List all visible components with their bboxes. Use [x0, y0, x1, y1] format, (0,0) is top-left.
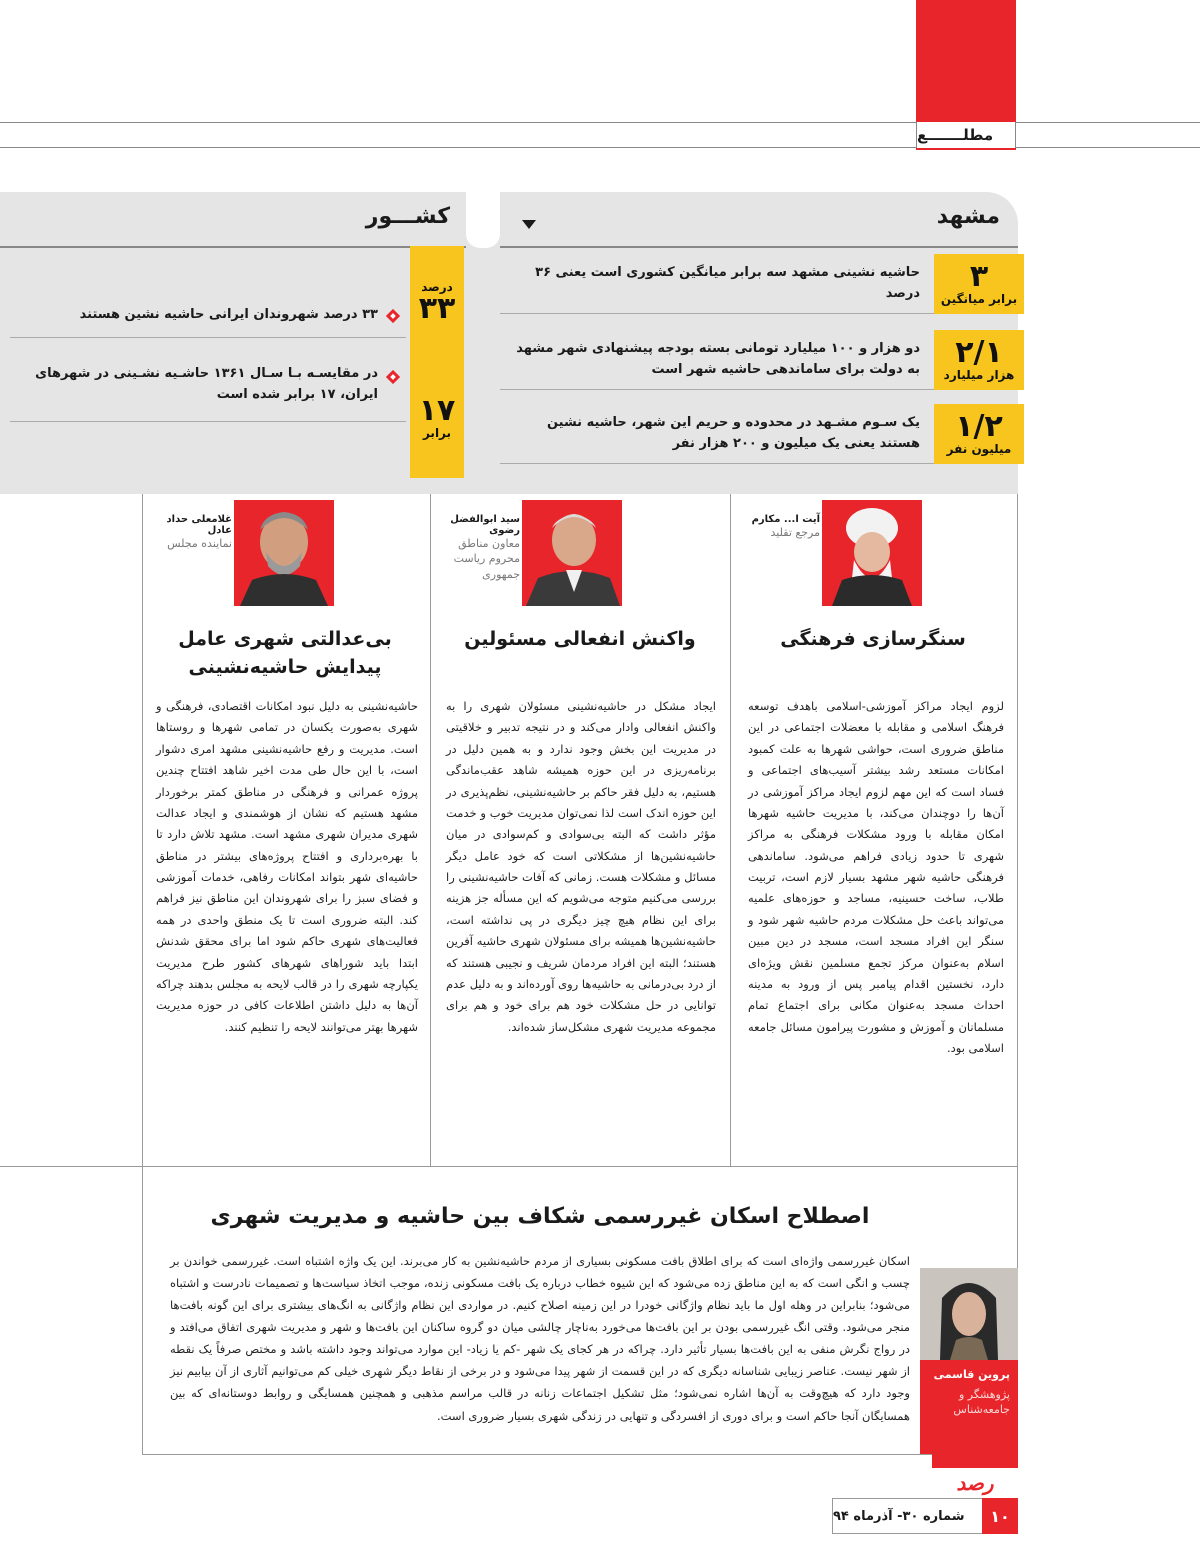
issue-text: شماره ۳۰- آذرماه ۹۴ — [833, 1508, 965, 1524]
person-caption — [736, 514, 820, 540]
stat-number: ۱/۲ — [955, 408, 1003, 444]
portrait-photo — [522, 500, 622, 606]
stat-text: دو هزار و ۱۰۰ میلیارد تومانی بسته بودجه پیشنهادی شهر مشهد به دولت برای ساماندهی حاشیه شهر است — [516, 341, 920, 377]
stat-row — [10, 294, 406, 338]
divider — [0, 246, 466, 248]
stat-unit: میلیون نفر — [946, 441, 1012, 456]
column-divider — [430, 494, 431, 1166]
bullet-diamond-icon — [386, 309, 400, 323]
divider — [500, 246, 1018, 248]
portrait-photo — [822, 500, 922, 606]
author-photo — [920, 1268, 1018, 1360]
person-caption — [146, 514, 232, 551]
stat-number: ۳۳ — [418, 291, 456, 327]
bullet-diamond-icon — [386, 370, 400, 384]
woman-portrait-icon — [920, 1268, 1018, 1360]
stat-row — [500, 330, 934, 390]
stat-badge — [934, 254, 1024, 314]
stat-number: ۲/۱ — [955, 334, 1003, 370]
stat-unit: برابر — [422, 425, 452, 440]
keshvar-title: کشـــور — [365, 204, 450, 229]
dropdown-arrow-icon[interactable] — [522, 220, 536, 229]
stat-text: در مقایسـه بـا سـال ۱۳۶۱ حاشـیه نشـینی در شهرهای ایران، ۱۷ برابر شده است — [35, 366, 378, 402]
person-caption — [432, 514, 520, 582]
header-rule — [0, 122, 1200, 148]
article-body: اسکان غیررسمی واژه‌ای است که برای اطلاق بافت مسکونی بسیاری از مردم حاشیه‌نشین به کار می‌برند. این یک واژه اشتباه است. غیررسمی خواندن بر چسب و انگی است که به این مناطق زده می‌شود که این شیوه خطاب درباره یک بافت مسکونی زنده، موجب اتخاذ سیاست‌ها و تصمیمات نادرست و اشتباه می‌شود؛ بنابراین در وهله اول ما باید نظام واژگانی خودرا در این زمینه اصلاح کنیم. در مواردی این نظام واژگانی به انگ‌های بیشتری برای این گونه بافت‌ها منجر می‌شود. وقتی انگ غیررسمی بودن بر این بافت‌ها می‌خورد به‌ناچار چالشی میان دو گروه ساکنان این بافت‌ها و شهر و مدیریت شهری اتفاق می‌افتد و در رواج نگرش منفی به این بافت‌ها بسیار تأثیر دارد. چراکه در هر کجای یک شهر -کم یا زیاد- این موارد می‌تواند وجود داشته باشد و مختص صرفاً یک نقطه از شهر نیست. عناصر زیبایی شناسانه دیگری که در این قسمت از شهر پیدا می‌شود و در برخی از نقاط دیگر شهری خیلی کم می‌توانیم آثاری از آن بیابیم نیز وجود دارد که هیچ‌وقت به آن‌ها اشاره نمی‌شود؛ مثل تشکیل اجتماعات زنانه در قالب مراسم مذهبی و همچنین همسایگی و روابط دوستانه‌ای که بین همسایگان آنجا حاکم است و برای دوری از افسردگی و تنهایی در زندگی شهری بسیار ضروری است. — [170, 1254, 910, 1423]
mashhad-title: مشهد — [936, 204, 1000, 229]
stat-badge — [410, 246, 464, 358]
column-heading: بی‌عدالتی شهری عامل پیدایش حاشیه‌نشینی — [178, 628, 392, 678]
column-divider — [1017, 494, 1018, 1166]
divider — [142, 1454, 1018, 1455]
column-body: لزوم ایجاد مراکز آموزشی-اسلامی باهدف توسعه فرهنگ اسلامی و مقابله با معضلات اجتماعی در این مناطق ضروری است، حواشی شهرها به علت کمبود امکانات مستعد رشد بیشتر آسیب‌های اجتماعی و فساد است که این مهم لزوم ایجاد مراکز آموزشی در آن‌ها را دوچندان می‌کند، با مدیریت حاشیه شهرها امکان مقابله با ورود مشکلات فرهنگی به مراکز شهری تا حدود زیادی فراهم می‌شود. ساماندهی فرهنگی حاشیه شهر مشهد بسیار لازم است، تربیت طلاب، ساخت حسینیه، مساجد و حوزه‌های علمیه می‌تواند باعث حل مشکلات مردم حاشیه شهر شود و سنگر این افراد مسجد است، مسجد در دین مبین اسلام به‌عنوان مرکز تجمع مسلمین نقش ویژه‌ای دارد، نخستین اقدام پیامبر پس از ورود به مدینه احداث مسجد به‌عنوان مکانی برای اجتماع تمام مسلمانان و آموزش و مشورت پیرامون مسائل جامعه اسلامی بود. — [748, 699, 1004, 1055]
section-tag: مطلـــــــع — [916, 122, 1016, 148]
column-heading: سنگرسازی فرهنگی — [780, 628, 966, 650]
stat-unit: درصد — [421, 279, 453, 294]
stat-text: ۳۳ درصد شهروندان ایرانی حاشیه نشین هستند — [79, 307, 378, 323]
person-name: سید ابوالفضل رضوی — [450, 514, 520, 536]
divider — [0, 1166, 1018, 1167]
stat-row — [10, 364, 406, 422]
stat-row — [500, 254, 934, 314]
portrait-photo — [234, 500, 334, 606]
man-portrait-icon — [234, 500, 334, 606]
person-name: غلامعلی حداد عادل — [166, 514, 232, 536]
stat-text: یک سـوم مشـهد در محدوده و حریم این شهر، حاشیه نشین هستند یعنی یک میلیون و ۲۰۰ هزار نفر — [546, 415, 920, 451]
stat-unit: برابر میانگین — [940, 291, 1018, 306]
stat-number: ۱۷ — [418, 392, 456, 428]
person-name: آیت ا... مکارم — [751, 514, 820, 525]
column-heading: واکنش انفعالی مسئولین — [464, 628, 696, 650]
author-box — [920, 1360, 1018, 1454]
footer-red-strip — [932, 1454, 1018, 1468]
tab-divider — [466, 192, 500, 248]
article-title: اصطلاح اسکان غیررسمی شکاف بین حاشیه و مدیریت شهری — [210, 1204, 870, 1229]
stat-row — [500, 404, 934, 464]
magazine-logo: رصد — [956, 1471, 994, 1495]
column-divider — [142, 494, 143, 1166]
author-name: پروین قاسمی — [933, 1368, 1010, 1381]
stat-number: ۳ — [969, 258, 989, 294]
stat-badge — [934, 404, 1024, 464]
divider — [142, 1166, 143, 1454]
cleric-portrait-icon — [822, 500, 922, 606]
person-role: مرجع تقلید — [770, 526, 820, 539]
author-role: پژوهشگر و جامعه‌شناس — [953, 1388, 1010, 1417]
column-body: ایجاد مشکل در حاشیه‌نشینی مسئولان شهری را به واکنش انفعالی وادار می‌کند و در نتیجه تدبیر و خلاقیتی در مدیریت این بخش وجود ندارد و به همین دلیل در برنامه‌ریزی در این حوزه همیشه شاهد عقب‌ماندگی هستیم، به دلیل فقر حاکم بر حاشیه‌نشینی، نظم‌پذیری در این حوزه اندک است لذا نمی‌توان مدیریت خوب و خدمت مؤثر داشت که البته بی‌سوادی و کم‌سوادی در میان حاشیه‌نشین‌ها از مشکلاتی است که خود عامل دیگر مسائل و مشکلات هست. زمانی که آفات حاشیه‌نشینی را بررسی می‌کنیم متوجه می‌شویم که این مسأله جز هزینه برای این نظام هیچ چیز دیگری در پی نداشته است، حاشیه‌نشین‌ها همیشه برای مسئولان شهری حاشیه آفرین هستند؛ البته این افراد مردمان شریف و نجیبی هستند که از درد بی‌درمانی به حاشیه‌ها روی آورده‌اند و به دلیل عدم توانایی در حل مشکلات خود هم برای خود و هم برای مجموعه مدیریت شهری مشکل‌ساز شده‌اند. — [446, 699, 716, 1034]
person-role: معاون مناطق محروم ریاست جمهوری — [453, 537, 520, 581]
stat-text: حاشیه نشینی مشهد سه برابر میانگین کشوری است یعنی ۳۶ درصد — [535, 265, 920, 301]
stat-unit: هزار میلیارد — [943, 367, 1015, 382]
column-divider — [730, 494, 731, 1166]
person-role: نماینده مجلس — [167, 537, 232, 550]
stat-badge — [934, 330, 1024, 390]
man-portrait-icon — [522, 500, 622, 606]
stat-badge — [410, 358, 464, 478]
page-number: ۱۰ — [982, 1498, 1018, 1534]
column-body: حاشیه‌نشینی به دلیل نبود امکانات اقتصادی، فرهنگی و شهری به‌صورت یکسان در تمامی شهرها و روستاها است. مدیریت و رفع حاشیه‌نشینی مشهد امری دشوار است، با این حال طی مدت اخیر شاهد افتتاح چندین پروژه عمرانی و فرهنگی در مناطق کمتر برخوردار مشهد هستیم که نشان از هوشمندی و ایجاد عدالت شهری مدیران شهری مشهد است. مشهد تلاش دارد تا با بهره‌برداری و افتتاح پروژه‌های بیشتر در مناطق حاشیه‌ای شهر بتواند امکانات رفاهی، خدمات آموزشی و فضای سبز را برای شهروندان این مناطق نیز فراهم کند. البته ضروری است تا یک منطق واحدی در همه فعالیت‌های شهری حاکم شود اما برای محقق شدنش ابتدا باید شوراهای شهرهای کشور طرح مدیریت یکپارچه شهری را در قالب لایحه به مجلس بدهند چراکه آن‌ها به دلیل داشتن اطلاعات کافی در حوزه مدیریت شهرها بهتر می‌توانند لایحه را تنظیم کنند. — [156, 699, 418, 1034]
